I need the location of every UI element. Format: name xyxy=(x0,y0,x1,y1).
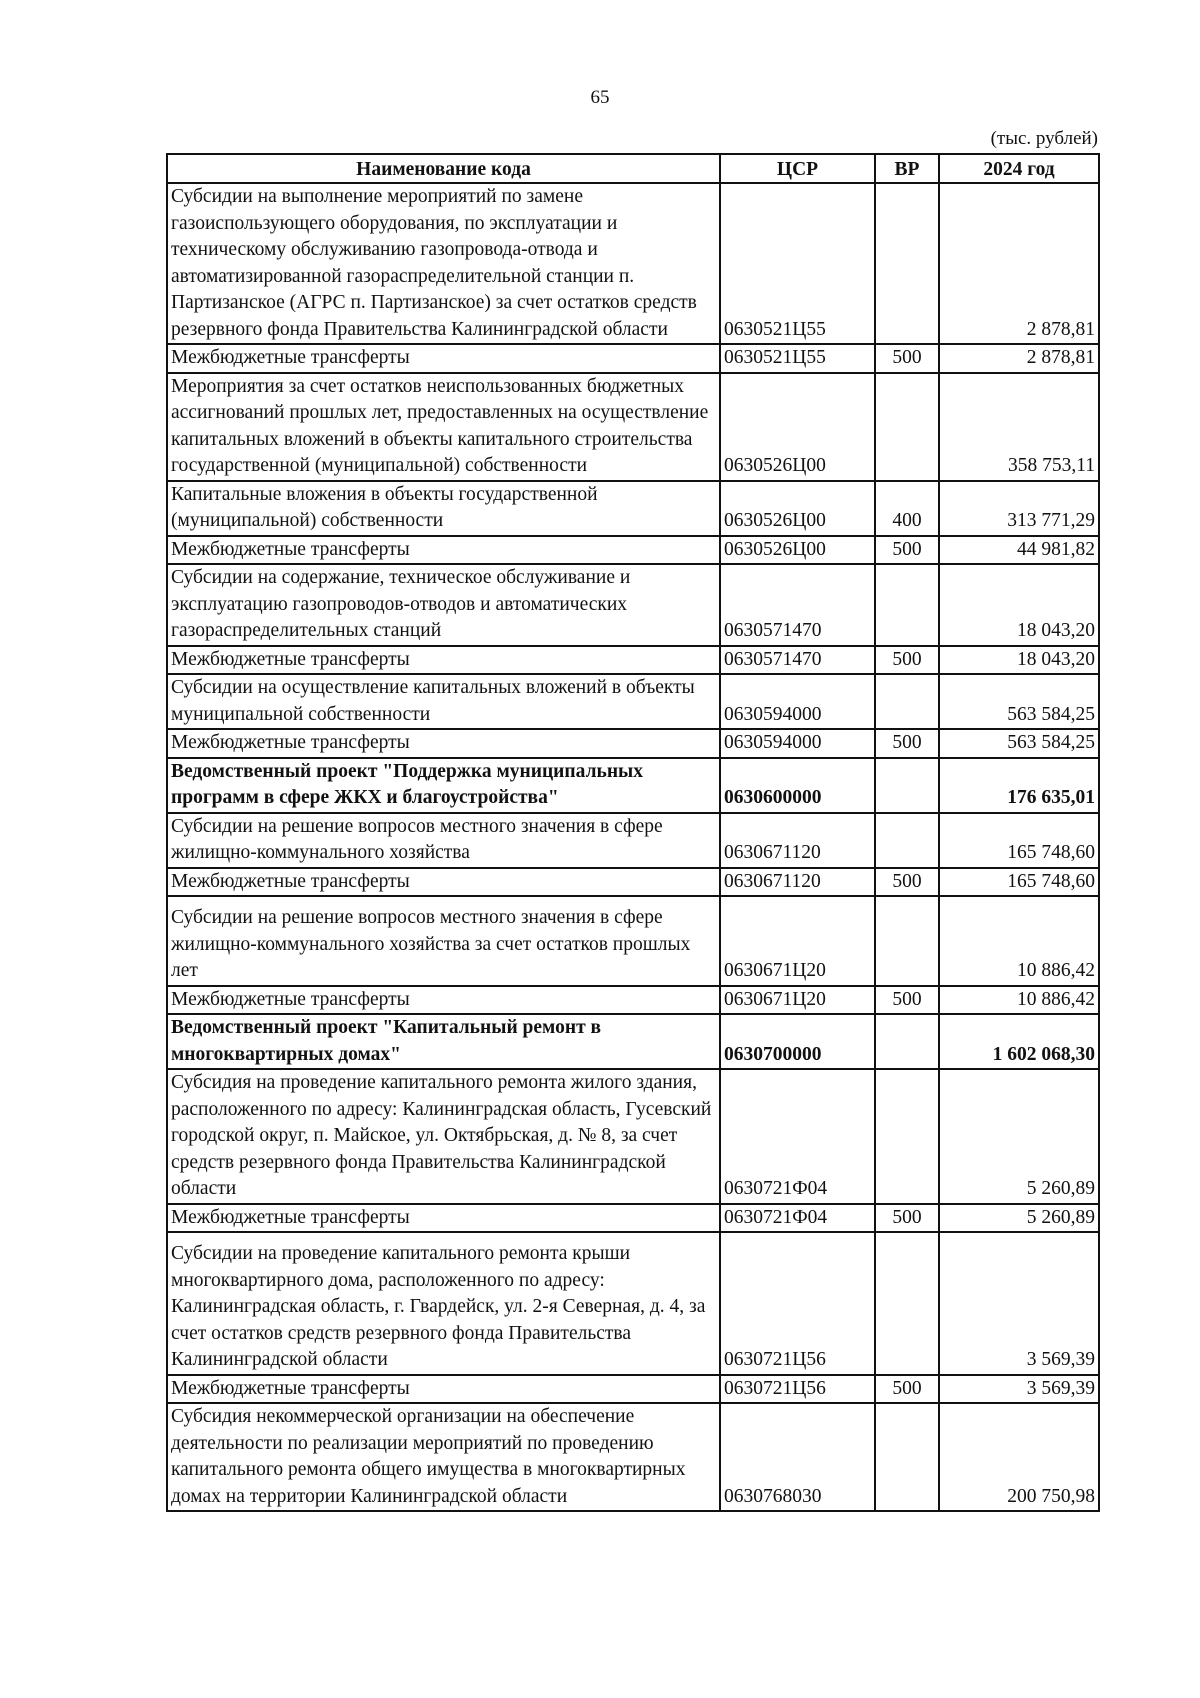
row-vr xyxy=(875,1014,939,1069)
row-amount: 10 886,42 xyxy=(939,986,1099,1015)
row-amount: 165 748,60 xyxy=(939,868,1099,897)
row-name: Субсидии на содержание, техническое обслуживание и эксплуатацию газопроводов-отводов и автоматических газораспределительных станций xyxy=(167,564,720,646)
row-vr xyxy=(875,674,939,729)
table-row xyxy=(167,1375,1099,1404)
row-amount: 44 981,82 xyxy=(939,536,1099,565)
row-vr xyxy=(875,1403,939,1511)
row-amount: 358 753,11 xyxy=(939,373,1099,481)
row-vr: 500 xyxy=(875,729,939,758)
row-vr xyxy=(875,758,939,813)
table-row xyxy=(167,344,1099,373)
row-name: Межбюджетные трансферты xyxy=(167,536,720,565)
row-name: Межбюджетные трансферты xyxy=(167,1204,720,1233)
table-row xyxy=(167,373,1099,481)
row-amount: 563 584,25 xyxy=(939,674,1099,729)
row-name: Субсидии на осуществление капитальных вложений в объекты муниципальной собственности xyxy=(167,674,720,729)
row-amount: 563 584,25 xyxy=(939,729,1099,758)
row-amount: 18 043,20 xyxy=(939,646,1099,675)
row-name: Субсидии на выполнение мероприятий по замене газоиспользующего оборудования, по эксплуатации и техническому обслуживанию газопровода-отвода и автоматизированной газораспределительной станции п. Партизанское (АГРС п. Партизанское) за счет остатков средств резервного фонда Правительства Калининградской области xyxy=(167,183,720,344)
row-csr: 0630721Ц56 xyxy=(720,1232,875,1375)
header-amount: 2024 год xyxy=(939,154,1099,183)
row-name: Межбюджетные трансферты xyxy=(167,986,720,1015)
row-csr: 0630571470 xyxy=(720,564,875,646)
row-name: Субсидии на решение вопросов местного значения в сфере жилищно-коммунального хозяйства за счет остатков прошлых лет xyxy=(167,896,720,986)
row-csr: 0630671120 xyxy=(720,868,875,897)
row-csr: 0630526Ц00 xyxy=(720,536,875,565)
row-name: Межбюджетные трансферты xyxy=(167,868,720,897)
row-name: Субсидии на проведение капитального ремонта крыши многоквартирного дома, расположенного по адресу: Калининградская область, г. Гвардейск, ул. 2-я Северная, д. 4, за счет остатков средств резервного фонда Правительства Калининградской области xyxy=(167,1232,720,1375)
header-vr: ВР xyxy=(875,154,939,183)
row-csr: 0630600000 xyxy=(720,758,875,813)
row-amount: 5 260,89 xyxy=(939,1204,1099,1233)
row-amount: 3 569,39 xyxy=(939,1375,1099,1404)
row-vr xyxy=(875,896,939,986)
table-row xyxy=(167,729,1099,758)
row-name: Капитальные вложения в объекты государственной (муниципальной) собственности xyxy=(167,481,720,536)
page-number: 65 xyxy=(590,87,610,108)
row-vr: 400 xyxy=(875,481,939,536)
row-amount: 18 043,20 xyxy=(939,564,1099,646)
row-name: Межбюджетные трансферты xyxy=(167,344,720,373)
row-vr: 500 xyxy=(875,646,939,675)
row-name: Субсидия некоммерческой организации на обеспечение деятельности по реализации мероприятий по проведению капитального ремонта общего имущества в многоквартирных домах на территории Калининградской области xyxy=(167,1403,720,1511)
row-vr xyxy=(875,183,939,344)
table-row xyxy=(167,1069,1099,1204)
table-row xyxy=(167,758,1099,813)
row-csr: 0630721Ф04 xyxy=(720,1204,875,1233)
row-csr: 0630521Ц55 xyxy=(720,183,875,344)
row-vr: 500 xyxy=(875,868,939,897)
row-amount: 313 771,29 xyxy=(939,481,1099,536)
row-csr: 0630721Ц56 xyxy=(720,1375,875,1404)
table-row xyxy=(167,674,1099,729)
budget-table xyxy=(166,153,1100,1512)
table-row xyxy=(167,536,1099,565)
table-row xyxy=(167,183,1099,344)
row-vr: 500 xyxy=(875,536,939,565)
row-csr: 0630521Ц55 xyxy=(720,344,875,373)
row-vr xyxy=(875,813,939,868)
row-csr: 0630671120 xyxy=(720,813,875,868)
table-row xyxy=(167,896,1099,986)
row-vr: 500 xyxy=(875,1375,939,1404)
row-vr: 500 xyxy=(875,986,939,1015)
table-row xyxy=(167,986,1099,1015)
table-row xyxy=(167,564,1099,646)
row-vr xyxy=(875,564,939,646)
table-row xyxy=(167,1403,1099,1511)
row-name: Межбюджетные трансферты xyxy=(167,1375,720,1404)
row-amount: 200 750,98 xyxy=(939,1403,1099,1511)
table-body xyxy=(167,183,1099,1511)
row-csr: 0630526Ц00 xyxy=(720,373,875,481)
row-csr: 0630671Ц20 xyxy=(720,896,875,986)
row-csr: 0630594000 xyxy=(720,674,875,729)
row-name: Субсидии на решение вопросов местного значения в сфере жилищно-коммунального хозяйства xyxy=(167,813,720,868)
header-csr: ЦСР xyxy=(720,154,875,183)
units-label: (тыс. рублей) xyxy=(990,128,1098,149)
table-header-row xyxy=(167,154,1099,183)
table-row xyxy=(167,1232,1099,1375)
row-vr: 500 xyxy=(875,1204,939,1233)
row-vr xyxy=(875,1232,939,1375)
row-amount: 10 886,42 xyxy=(939,896,1099,986)
table-row xyxy=(167,646,1099,675)
row-vr xyxy=(875,1069,939,1204)
table-row xyxy=(167,1204,1099,1233)
row-vr xyxy=(875,373,939,481)
row-csr: 0630768030 xyxy=(720,1403,875,1511)
row-amount: 2 878,81 xyxy=(939,183,1099,344)
row-csr: 0630594000 xyxy=(720,729,875,758)
row-name: Мероприятия за счет остатков неиспользованных бюджетных ассигнований прошлых лет, предоставленных на осуществление капитальных вложений в объекты капитального строительства государственной (муниципальной) собственности xyxy=(167,373,720,481)
row-amount: 5 260,89 xyxy=(939,1069,1099,1204)
row-csr: 0630700000 xyxy=(720,1014,875,1069)
row-amount: 176 635,01 xyxy=(939,758,1099,813)
row-csr: 0630671Ц20 xyxy=(720,986,875,1015)
row-name: Межбюджетные трансферты xyxy=(167,729,720,758)
table-row xyxy=(167,868,1099,897)
header-name: Наименование кода xyxy=(167,154,720,183)
table-row xyxy=(167,1014,1099,1069)
row-name: Ведомственный проект "Поддержка муниципальных программ в сфере ЖКХ и благоустройства" xyxy=(167,758,720,813)
row-amount: 2 878,81 xyxy=(939,344,1099,373)
row-amount: 165 748,60 xyxy=(939,813,1099,868)
row-csr: 0630571470 xyxy=(720,646,875,675)
row-vr: 500 xyxy=(875,344,939,373)
row-name: Ведомственный проект "Капитальный ремонт в многоквартирных домах" xyxy=(167,1014,720,1069)
row-csr: 0630721Ф04 xyxy=(720,1069,875,1204)
row-name: Межбюджетные трансферты xyxy=(167,646,720,675)
table-row xyxy=(167,481,1099,536)
row-name: Субсидия на проведение капитального ремонта жилого здания, расположенного по адресу: Калининградская область, Гусевский городской округ, п. Майское, ул. Октябрьская, д. № 8, за счет средств резервного фонда Правительства Калининградской области xyxy=(167,1069,720,1204)
table-row xyxy=(167,813,1099,868)
row-amount: 1 602 068,30 xyxy=(939,1014,1099,1069)
row-csr: 0630526Ц00 xyxy=(720,481,875,536)
row-amount: 3 569,39 xyxy=(939,1232,1099,1375)
